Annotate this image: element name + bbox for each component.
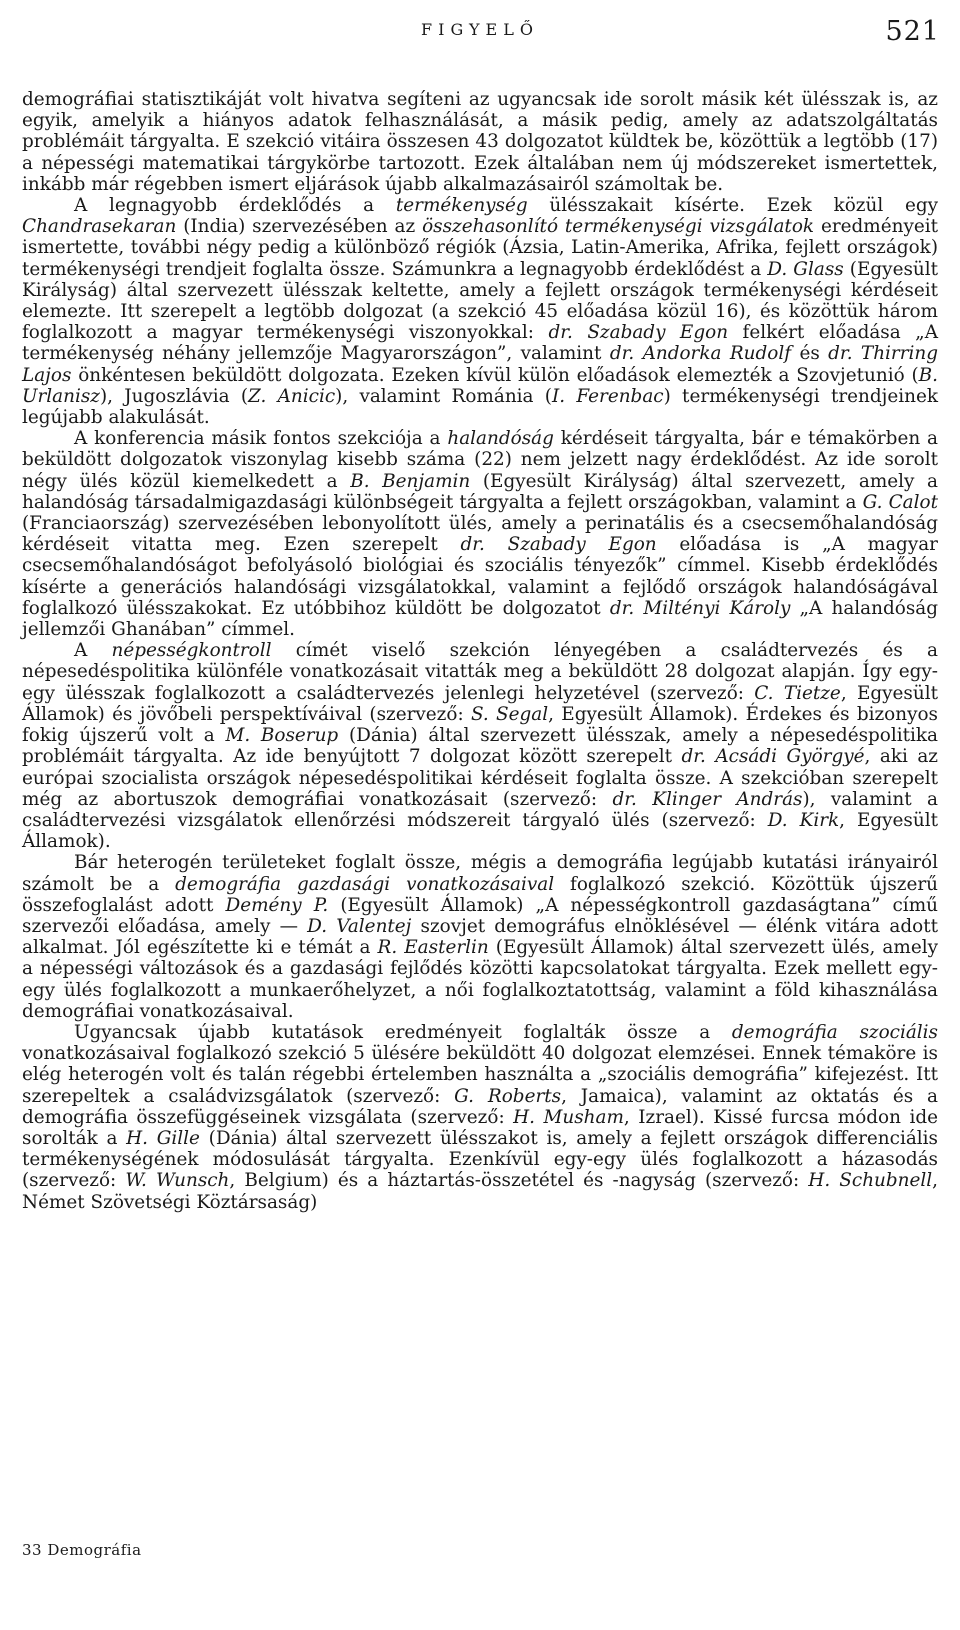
- paragraph: A népességkontroll címét viselő szekción lényegében a családtervezés és a népesedéspolitika különféle vonatkozásait vitatták meg a beküldött 28 dolgozat alapján. Így egy-egy ülésszak foglalkozott a családtervezés jelenlegi helyzetével (szervező: C. Tietze, Egyesült Államok) és jövőbeli perspektíváival (szervező: S. Segal, Egyesült Államok). Érdekes és bizonyos fokig újszerű volt a M. Boserup (Dánia) által szervezett ülésszak, amely a népesedéspolitika problémáit tárgyalta. Az ide benyújtott 7 dolgozat között szerepelt dr. Acsádi Györgyé, aki az európai szocialista országok népesedéspolitikai kérdéseit foglalta össze. A szekcióban szerepelt még az abortuszok demográfiai vonatkozásait (szervező: dr. Klinger András), valamint a családtervezési vizsgálatok ellenőrzési módszereit tárgyaló ülés (szervező: D. Kirk, Egyesült Államok).: [22, 640, 939, 853]
- italic-name: dr. Andorka Rudolf: [609, 343, 792, 365]
- italic-name: dr. Klinger András: [612, 788, 803, 810]
- italic-name: H. Schubnell: [808, 1170, 933, 1192]
- italic-name: demográfia gazdasági vonatkozásaival: [175, 873, 555, 895]
- italic-name: C. Tietze: [754, 682, 841, 704]
- italic-name: I. Ferenbac: [551, 385, 664, 407]
- italic-name: S. Segal: [470, 703, 549, 725]
- italic-name: H. Musham: [513, 1106, 624, 1128]
- paragraph: A legnagyobb érdeklődés a termékenység ülésszakait kísérte. Ezek közül egy Chandrasekaran (India) szervezésében az összehasonlító termékenységi vizsgálatok eredményeit ismertette, további négy pedig a különböző régiók (Ázsia, Latin-Amerika, Afrika, fejlett országok) termékenységi trendjeit foglalta össze. Számunkra a legnagyobb érdeklődést a D. Glass (Egyesült Királyság) által szervezett ülésszak keltette, amely a fejlett országok termékenységi kérdéseit elemezte. Itt szerepelt a legtöbb dolgozat (a szekció 45 előadása közül 16), és közöttük három foglalkozott a magyar termékenységi viszonyokkal: dr. Szabady Egon felkért előadása „A termékenység néhány jellemzője Magyarországon”, valamint dr. Andorka Rudolf és dr. Thirring Lajos önkéntesen beküldött dolgozata. Ezeken kívül külön előadások elemezték a Szovjetunió (B. Urlanisz), Jugoszlávia (Z. Anicic), valamint Románia (I. Ferenbac) termékenységi trendjeinek legújabb alakulását.: [22, 195, 939, 429]
- italic-name: halandóság: [447, 428, 554, 450]
- italic-name: H. Gille: [126, 1127, 200, 1149]
- paragraph: Bár heterogén területeket foglalt össze, mégis a demográfia legújabb kutatási irányairól számolt be a demográfia gazdasági vonatkozásaival foglalkozó szekció. Közöttük újszerű összefoglalást adott Demény P. (Egyesült Államok) „A népességkontroll gazdaságtana” című szervezői előadása, amely — D. Valentej szovjet demográfus elnöklésével — élénk vitára adott alkalmat. Jól egészítette ki e témát a R. Easterlin (Egyesült Államok) által szervezett ülés, amely a népességi változások és a gazdasági fejlődés közötti kapcsolatokat tárgyalta. Ezek mellett egy-egy ülés foglalkozott a munkaerőhelyzet, a női foglalkoztatottság, valamint a föld kihasználása demográfiai vonatkozásaival.: [22, 852, 938, 1022]
- italic-name: dr. Thirring Lajos: [22, 343, 938, 386]
- italic-name: M. Boserup: [225, 725, 339, 747]
- italic-name: D. Valentej: [307, 915, 412, 937]
- italic-name: összehasonlító termékenységi vizsgálatok: [422, 216, 815, 238]
- italic-name: Chandrasekaran: [22, 216, 177, 238]
- paragraph: demográfiai statisztikáját volt hivatva segíteni az ugyancsak ide sorolt másik két ülésszak is, az egyik, amelyik a hiányos adatok felhasználását, a másik pedig, amely az adatszolgáltatás problémáit tárgyalta. E szekció vitáira összesen 43 dolgozatot küldtek be, közöttük a legtöbb (17) a népességi matematikai tárgykörbe tartozott. Ezek általában nem új módszereket ismertettek, inkább már régebben ismert eljárások újabb alkalmazásairól számoltak be.: [22, 89, 938, 195]
- italic-name: D. Kirk: [767, 809, 840, 831]
- italic-name: termékenység: [395, 195, 528, 217]
- article-body: [22, 89, 938, 1213]
- italic-name: dr. Szabady Egon: [548, 322, 729, 344]
- italic-name: D. Glass: [767, 258, 844, 280]
- italic-name: G. Roberts: [454, 1085, 562, 1107]
- italic-name: B. Benjamin: [350, 470, 471, 492]
- italic-name: dr. Miltényi Károly: [609, 597, 791, 619]
- italic-name: G. Calot: [862, 491, 938, 513]
- italic-name: demográfia szociális: [731, 1021, 938, 1043]
- paragraph: A konferencia másik fontos szekciója a halandóság kérdéseit tárgyalta, bár e témakörben a beküldött dolgozatok viszonylag kisebb száma (22) nem jelzett nagy érdeklődést. Az ide sorolt négy ülés közül kiemelkedett a B. Benjamin (Egyesült Királyság) által szervezett, amely a halandóság társadalmigazdasági különbségeit tárgyalta a fejlett országokban, valamint a G. Calot (Franciaország) szervezésében lebonyolított ülés, amely a perinatális és a csecsemőhalandóság kérdéseit vitatta meg. Ezen szerepelt dr. Szabady Egon előadása is „A magyar csecsemőhalandóságot befolyásoló biológiai és szociális tényezők” címmel. Kisebb érdeklődés kísérte a generációs halandósági vizsgálatokkal, valamint a fejlődő országok halandóságával foglalkozó ülésszakokat. Ez utóbbihoz küldött be dolgozatot dr. Miltényi Károly „A halandóság jellemzői Ghanában” címmel.: [22, 428, 939, 641]
- italic-name: B. Urlanisz: [22, 364, 938, 407]
- italic-name: dr. Acsádi Györgyé: [681, 746, 865, 768]
- italic-name: Z. Anicic: [248, 385, 336, 407]
- signature-mark: 33 Demográfia: [22, 1541, 142, 1559]
- paragraph: Ugyancsak újabb kutatások eredményeit foglalták össze a demográfia szociális vonatkozásaival foglalkozó szekció 5 ülésére beküldött 40 dolgozat elemzései. Ennek témaköre is elég heterogén volt és talán régebbi értelemben használta a „szociális demográfia” kifejezést. Itt szerepeltek a családvizsgálatok (szervező: G. Roberts, Jamaica), valamint az oktatás és a demográfia összefüggéseinek vizsgálata (szervező: H. Musham, Izrael). Kissé furcsa módon ide sorolták a H. Gille (Dánia) által szervezett ülésszakot is, amely a fejlett országok differenciális termékenységének módosulását tárgyalta. Ezenkívül egy-egy ülés foglalkozott a házasodás (szervező: W. Wunsch, Belgium) és a háztartás-összetétel és -nagyság (szervező: H. Schubnell, Német Szövetségi Köztársaság): [22, 1021, 939, 1213]
- italic-name: dr. Szabady Egon: [460, 534, 657, 556]
- running-head: FIGYELŐ: [421, 20, 539, 39]
- italic-name: népességkontroll: [111, 640, 272, 662]
- italic-name: Demény P.: [225, 894, 329, 916]
- italic-name: W. Wunsch: [125, 1170, 230, 1192]
- page-number: 521: [885, 16, 940, 47]
- italic-name: R. Easterlin: [377, 937, 489, 959]
